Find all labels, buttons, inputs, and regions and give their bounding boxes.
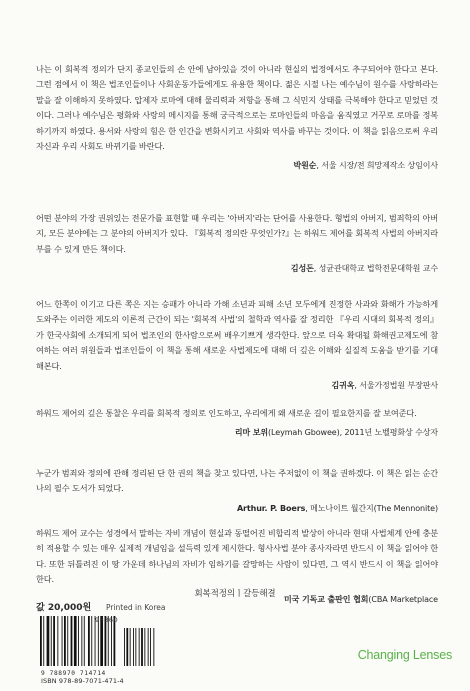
book-category-title: 회복적정의ㅣ갈등해결 [194, 589, 276, 599]
isbn-label: ISBN 978-89-7071-471-4 [41, 677, 124, 685]
endorser-name: 리마 보위 [234, 428, 269, 438]
endorser-name: 박원순 [293, 161, 317, 171]
endorsement-text: 어느 한쪽이 이기고 다른 쪽은 지는 승패가 아니라 가해 소년과 피해 소년 모두에게 진정한 사과와 화해가 가능하게 도와주는 이러한 제도의 이론적 근간이 되는 '회복적 사법'의 철학과 역사를 잘 정리한 『우리 시대의 회복적 정의』가 한국사회에 소개되게 되어 법조인의 한사람으로써 배우기쁘게 생각한다. 앞으로 더욱 확대될 화해권고제도에 참여하는 여러 위원들과 법조인들이 이 책을 통해 새로운 사법제도에 대해 더 깊은 이해와 실질적 도움을 받기를 기대해본다. [36, 299, 438, 371]
endorsement-attribution [36, 503, 438, 515]
endorsement-text: 누군가 범죄와 정의에 관해 정리된 단 한 권의 책을 찾고 있다면, 나는 주저없이 이 책을 권하겠다. 이 책은 읽는 순간 나의 필수 도서가 되었다. [36, 468, 438, 494]
endorsement-3 [36, 297, 438, 392]
barcode-area [36, 600, 166, 685]
endorsement-text: 어떤 분야의 가장 권위있는 전문가를 표현할 때 우리는 '아버지'라는 단어를 사용한다. 형법의 아버지, 범죄학의 아버지, 모든 분야에는 그 분야의 아버지가 있다. 『회복적 정의란 무엇인가?』는 하워드 제어를 회복적 사법의 아버지라 부를 수 있게 만든 책이다. [36, 213, 438, 254]
endorsement-4 [36, 406, 438, 439]
price-row [36, 600, 165, 613]
endorsement-attribution [36, 427, 438, 439]
publisher-brand: Changing Lenses [357, 648, 452, 662]
endorser-role: , 성균관대학교 법학전문대학원 교수 [313, 264, 438, 274]
endorser-name: 김성돈 [290, 264, 314, 274]
endorsement-text: 하워드 제어 교수는 성경에서 말하는 자비 개념이 현실과 동떨어진 비합리적 발상이 아니라 현대 사법체계 안에 충분히 적용할 수 있는 매우 실제적 개념임을 설득력 있게 제시한다. 형사사법 분야 종사자라면 반드시 이 책을 읽어야 한다. 또한 뒤틀려진 이 땅 가운데 하나님의 자비가 임하기를 갈망하는 사람이 있다면, 그 역시 반드시 이 책을 읽어야 한다. [36, 528, 438, 585]
endorsement-2 [36, 211, 438, 275]
endorser-role: , 메노나이트 월간지(The Mennonite) [305, 503, 438, 513]
barcode-digits: 9 788970 714714 [41, 670, 106, 677]
endorsement-5 [36, 466, 438, 515]
endorser-role: , 서울가정법원 부장판사 [354, 381, 438, 391]
endorsement-attribution [36, 160, 438, 172]
endorsement-1 [36, 62, 438, 172]
price-label: 값 20,000원 [36, 603, 92, 613]
endorser-name: 미국 기독교 출판인 협회 [284, 594, 369, 604]
barcode-icon [36, 616, 156, 670]
printed-in-label: Printed in Korea [105, 603, 166, 612]
endorser-name: Arthur. P. Boers [236, 503, 306, 513]
endorsement-attribution [36, 380, 438, 392]
endorser-role: , 서울 시장/전 희망제작소 상임이사 [316, 161, 438, 171]
barcode-addon: 93360 [95, 616, 119, 624]
endorser-role: (Leymah Gbowee), 2011년 노벨평화상 수상자 [268, 428, 438, 438]
endorser-role: (CBA Marketplace [368, 594, 438, 604]
endorsement-attribution [36, 263, 438, 275]
endorsement-text: 하워드 제어의 깊은 통찰은 우리를 회복적 정의로 인도하고, 우리에게 왜 새로운 길이 필요한지를 잘 보여준다. [36, 408, 417, 418]
endorser-name: 김귀옥 [331, 381, 355, 391]
endorsement-text: 나는 이 회복적 정의가 단지 종교인들의 손 안에 남아있을 것이 아니라 현실의 법정에서도 추구되어야 한다고 본다. 그런 점에서 이 책은 법조인들이나 사회운동가들에게도 유용한 책이다. 젊은 시절 나는 예수님이 원수를 사랑하라는 말을 잘 이해하지 못하였다. 압제자 로마에 대해 물리력과 저항을 통해 그 식민지 상태를 극복해야 한다고 믿었던 것이다. 그러나 예수님은 평화와 사랑의 메시지를 통해 궁극적으로는 로마인들의 마음을 움직였고 거꾸로 로마를 정복하기까지 하였다. 용서와 사랑의 힘은 한 인간을 변화시키고 사회와 역사를 바꾸는 것이다. 이 책을 읽음으로써 우리 자신과 우리 사회도 바뀌기를 바란다. [36, 64, 438, 152]
